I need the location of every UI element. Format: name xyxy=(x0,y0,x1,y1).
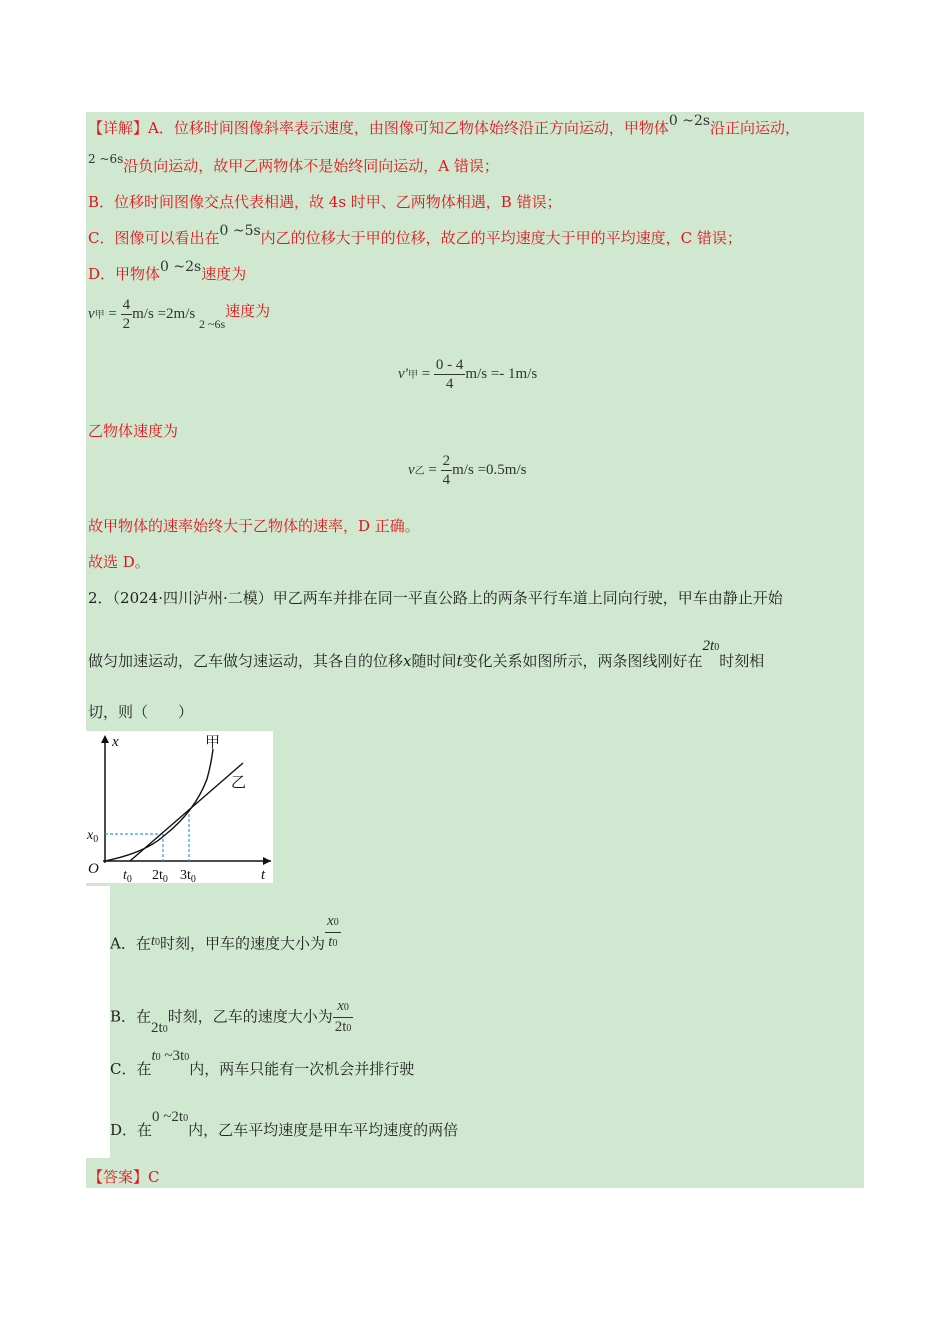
range-0-2s-d: 0 ~2s xyxy=(160,259,202,275)
equation-v-yi: v乙 = $\frac{2}{4}$ m/s =0.5m/s xyxy=(408,453,527,488)
tick-2t0: $2t_0$ xyxy=(152,868,168,883)
equation-v-jia: v甲 = $\frac{4}{2}$ m/s =2m/s $_{2 \sim 6s}$速度为 xyxy=(88,297,271,332)
origin-label: O xyxy=(88,861,99,877)
option-a[interactable]: A．在t0时刻，甲车的速度大小为 $\frac{x0}{t0}$ xyxy=(110,913,339,953)
y-axis-arrow xyxy=(101,735,109,743)
equation-v-jia-prime: v′甲 = $\frac{0 - 4}{4}$ m/s =- 1m/s xyxy=(398,357,538,392)
tick-t0: $t_0$ xyxy=(123,868,132,883)
question-number: 2． xyxy=(88,589,113,607)
answer xyxy=(88,1167,160,1187)
option-b[interactable]: B．在2t0时刻，乙车的速度大小为 $\frac{x0}{2t0}$ xyxy=(110,997,353,1038)
detail-c-line: C．图像可以看出在0 ~5s内乙的位移大于甲的位移，故乙的平均速度大于甲的平均速度，C 错误； xyxy=(88,223,742,247)
detail-a-line1: 【详解】A．位移时间图像斜率表示速度，由图像可知乙物体始终沿正方向运动，甲物体0 ~2s沿正向运动， xyxy=(88,113,801,137)
detail-d-line: D．甲物体0 ~2s速度为 xyxy=(88,259,247,283)
panel-gap-white xyxy=(86,886,110,1158)
range-0-2s: 0 ~2s xyxy=(668,113,711,129)
answer-value: C xyxy=(148,1168,160,1186)
question-line3: 切，则（ ） xyxy=(88,703,194,721)
detail-yi-speed: 乙物体速度为 xyxy=(88,422,179,440)
fraction-x0-2t0: $\frac{x0}{2t0}$ xyxy=(334,998,352,1035)
jia-label: 甲 xyxy=(205,733,221,751)
detail-b-line: B．位移时间图像交点代表相遇，故 4s 时甲、乙两物体相遇，B 错误； xyxy=(88,193,562,211)
question-line2: 做匀加速运动，乙车做匀速运动，其各自的位移x随时间t变化关系如图所示，两条图线刚好在2t0时刻相 xyxy=(88,638,765,670)
yi-line xyxy=(130,763,243,861)
xt-graph xyxy=(85,731,273,883)
x-axis-label: t xyxy=(261,867,266,883)
option-d[interactable]: D．在0 ~2t0内，乙车平均速度是甲车平均速度的两倍 xyxy=(110,1109,459,1139)
range-2-6s: 2 ~6s xyxy=(88,152,124,166)
detail-a-line2: $^{2 \sim 6s}$沿负向运动，故甲乙两物体不是始终同向运动，A 错误； xyxy=(88,152,499,175)
option-c[interactable]: C．在t0 ~3t0内，两车只能有一次机会并排行驶 xyxy=(110,1048,415,1078)
question-line1: 2．（2024·四川泸州·二模）甲乙两车并排在同一平直公路上的两条平行车道上同向行驶，甲车由静止开始 xyxy=(88,589,783,607)
answer-label: 【答案】 xyxy=(88,1168,149,1186)
x-axis-arrow xyxy=(263,857,271,865)
detail-panel xyxy=(86,112,864,580)
detail-choose: 故选 D。 xyxy=(88,553,150,571)
x0-label: $x_0$ xyxy=(87,828,99,845)
fraction: $\frac{0 - 4}{4}$ xyxy=(435,357,464,392)
fraction-x0-t0: $\frac{x0}{t0}$ xyxy=(327,913,339,950)
y-axis-label: x xyxy=(112,734,119,750)
fraction: $\frac{4}{2}$ xyxy=(122,297,131,332)
tick-3t0: $3t_0$ xyxy=(180,868,196,883)
fraction: $\frac{2}{4}$ xyxy=(442,453,451,488)
jia-curve xyxy=(105,749,213,861)
detail-conclusion: 故甲物体的速率始终大于乙物体的速率，D 正确。 xyxy=(88,517,420,535)
yi-label: 乙 xyxy=(231,773,247,791)
range-0-5s: 0 ~5s xyxy=(219,223,261,239)
detail-label: 【详解】 xyxy=(88,119,149,137)
